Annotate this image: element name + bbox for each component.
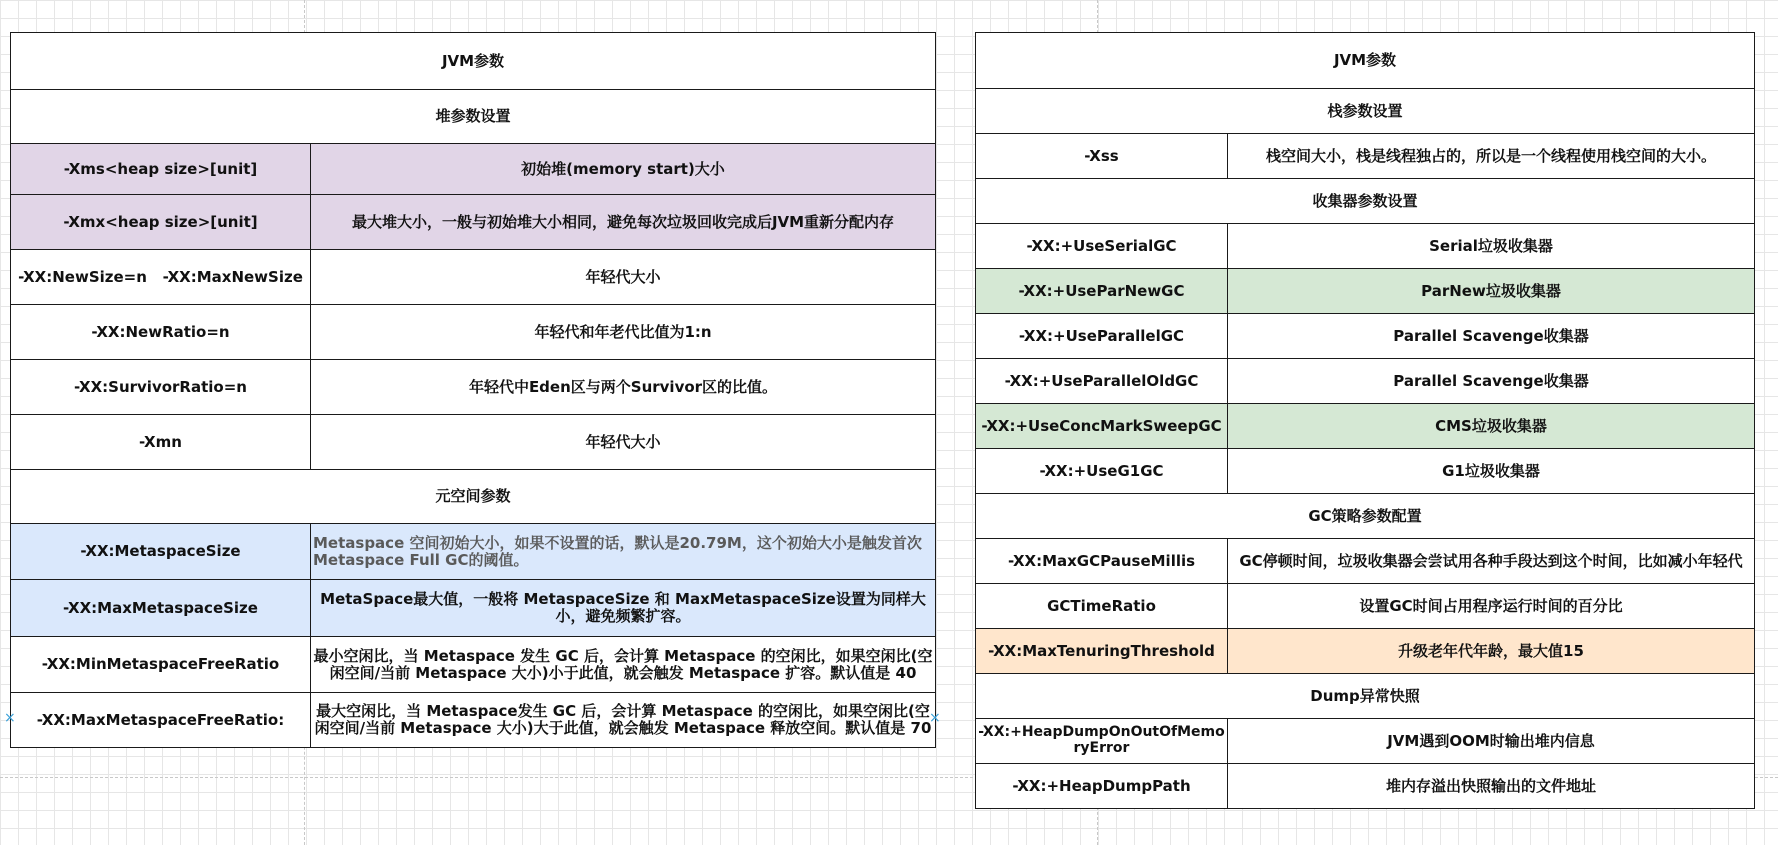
param-cell: -XX:MaxMetaspaceFreeRatio: <box>11 693 311 748</box>
desc-cell: 栈空间大小，栈是线程独占的，所以是一个线程使用栈空间的大小。 <box>1228 134 1755 179</box>
desc-cell: Parallel Scavenge收集器 <box>1228 359 1755 404</box>
desc-cell: Metaspace 空间初始大小，如果不设置的话，默认是20.79M，这个初始大小是触发首次 Metaspace Full GC的阈值。 <box>311 524 936 580</box>
table-row[interactable] <box>976 764 1755 809</box>
param-cell: -XX:MaxTenuringThreshold <box>976 629 1228 674</box>
desc-cell: Serial垃圾收集器 <box>1228 224 1755 269</box>
table-row[interactable] <box>11 693 936 748</box>
desc-cell: ParNew垃圾收集器 <box>1228 269 1755 314</box>
table-row[interactable] <box>976 449 1755 494</box>
param-cell: -XX:+UseParallelGC <box>976 314 1228 359</box>
param-cell: -XX:+UseSerialGC <box>976 224 1228 269</box>
desc-cell: 最小空闲比，当 Metaspace 发生 GC 后，会计算 Metaspace 的空闲比，如果空闲比(空闲空间/当前 Metaspace 大小)小于此值，就会触发 Metaspace 扩容。默认值是 40 <box>311 637 936 693</box>
desc-cell: 年轻代大小 <box>311 250 936 305</box>
param-cell: -XX:SurvivorRatio=n <box>11 360 311 415</box>
selection-handle-icon[interactable]: × <box>4 710 16 726</box>
param-cell: -Xss <box>976 134 1228 179</box>
table-row[interactable] <box>976 359 1755 404</box>
section-header-collector: 收集器参数设置 <box>976 179 1755 224</box>
desc-cell: 年轻代中Eden区与两个Survivor区的比值。 <box>311 360 936 415</box>
table-row[interactable] <box>11 524 936 580</box>
desc-cell: JVM遇到OOM时输出堆内信息 <box>1228 719 1755 764</box>
desc-cell: 年轻代大小 <box>311 415 936 470</box>
param-cell: -XX:MaxGCPauseMillis <box>976 539 1228 584</box>
param-cell: -Xms<heap size>[unit] <box>11 144 311 195</box>
param-cell: -XX:MinMetaspaceFreeRatio <box>11 637 311 693</box>
section-header-heap: 堆参数设置 <box>11 90 936 144</box>
table-row[interactable] <box>976 314 1755 359</box>
table-row[interactable] <box>11 305 936 360</box>
section-header-gc-strategy: GC策略参数配置 <box>976 494 1755 539</box>
table-row[interactable] <box>11 415 936 470</box>
table-row[interactable] <box>976 224 1755 269</box>
desc-cell: 设置GC时间占用程序运行时间的百分比 <box>1228 584 1755 629</box>
table-row[interactable] <box>11 195 936 250</box>
section-header-stack: 栈参数设置 <box>976 89 1755 134</box>
param-cell: -XX:+UseG1GC <box>976 449 1228 494</box>
table-row[interactable] <box>11 637 936 693</box>
table-title: JVM参数 <box>11 33 936 90</box>
table-row[interactable] <box>11 144 936 195</box>
param-cell: -XX:+HeapDumpPath <box>976 764 1228 809</box>
desc-cell: GC停顿时间，垃圾收集器会尝试用各种手段达到这个时间，比如减小年轻代 <box>1228 539 1755 584</box>
table-row[interactable] <box>976 539 1755 584</box>
param-cell: GCTimeRatio <box>976 584 1228 629</box>
jvm-heap-metaspace-table[interactable] <box>10 32 936 748</box>
param-cell: -XX:MetaspaceSize <box>11 524 311 580</box>
desc-cell: 初始堆(memory start)大小 <box>311 144 936 195</box>
desc-cell: 升级老年代年龄，最大值15 <box>1228 629 1755 674</box>
param-cell: -XX:MaxMetaspaceSize <box>11 580 311 637</box>
table-row[interactable] <box>11 360 936 415</box>
table-row[interactable] <box>11 580 936 637</box>
param-cell: -XX:NewRatio=n <box>11 305 311 360</box>
param-cell: -XX:+UseParallelOldGC <box>976 359 1228 404</box>
table-row[interactable] <box>11 250 936 305</box>
desc-cell: 年轻代和年老代比值为1:n <box>311 305 936 360</box>
selection-handle-icon[interactable]: × <box>929 710 941 726</box>
desc-cell: MetaSpace最大值，一般将 MetaspaceSize 和 MaxMetaspaceSize设置为同样大小，避免频繁扩容。 <box>311 580 936 637</box>
param-cell: -XX:+UseParNewGC <box>976 269 1228 314</box>
jvm-stack-gc-table[interactable] <box>975 32 1755 809</box>
desc-cell: 最大空闲比，当 Metaspace发生 GC 后，会计算 Metaspace 的空闲比，如果空闲比(空闲空间/当前 Metaspace 大小)大于此值，就会触发 Metaspace 释放空间。默认值是 70 <box>311 693 936 748</box>
param-cell: -XX:NewSize=n -XX:MaxNewSize <box>11 250 311 305</box>
param-cell: -XX:+UseConcMarkSweepGC <box>976 404 1228 449</box>
table-row[interactable] <box>976 134 1755 179</box>
desc-cell: Parallel Scavenge收集器 <box>1228 314 1755 359</box>
desc-cell: CMS垃圾收集器 <box>1228 404 1755 449</box>
table-row[interactable] <box>976 404 1755 449</box>
desc-cell: G1垃圾收集器 <box>1228 449 1755 494</box>
table-row[interactable] <box>976 584 1755 629</box>
section-header-dump: Dump异常快照 <box>976 674 1755 719</box>
param-cell: -Xmn <box>11 415 311 470</box>
section-header-metaspace: 元空间参数 <box>11 470 936 524</box>
desc-cell: 堆内存溢出快照输出的文件地址 <box>1228 764 1755 809</box>
table-row[interactable] <box>976 629 1755 674</box>
table-row[interactable] <box>976 269 1755 314</box>
desc-cell: 最大堆大小，一般与初始堆大小相同，避免每次垃圾回收完成后JVM重新分配内存 <box>311 195 936 250</box>
param-cell: -XX:+HeapDumpOnOutOfMemoryError <box>976 719 1228 764</box>
table-row[interactable] <box>976 719 1755 764</box>
param-cell: -Xmx<heap size>[unit] <box>11 195 311 250</box>
table-title: JVM参数 <box>976 33 1755 89</box>
